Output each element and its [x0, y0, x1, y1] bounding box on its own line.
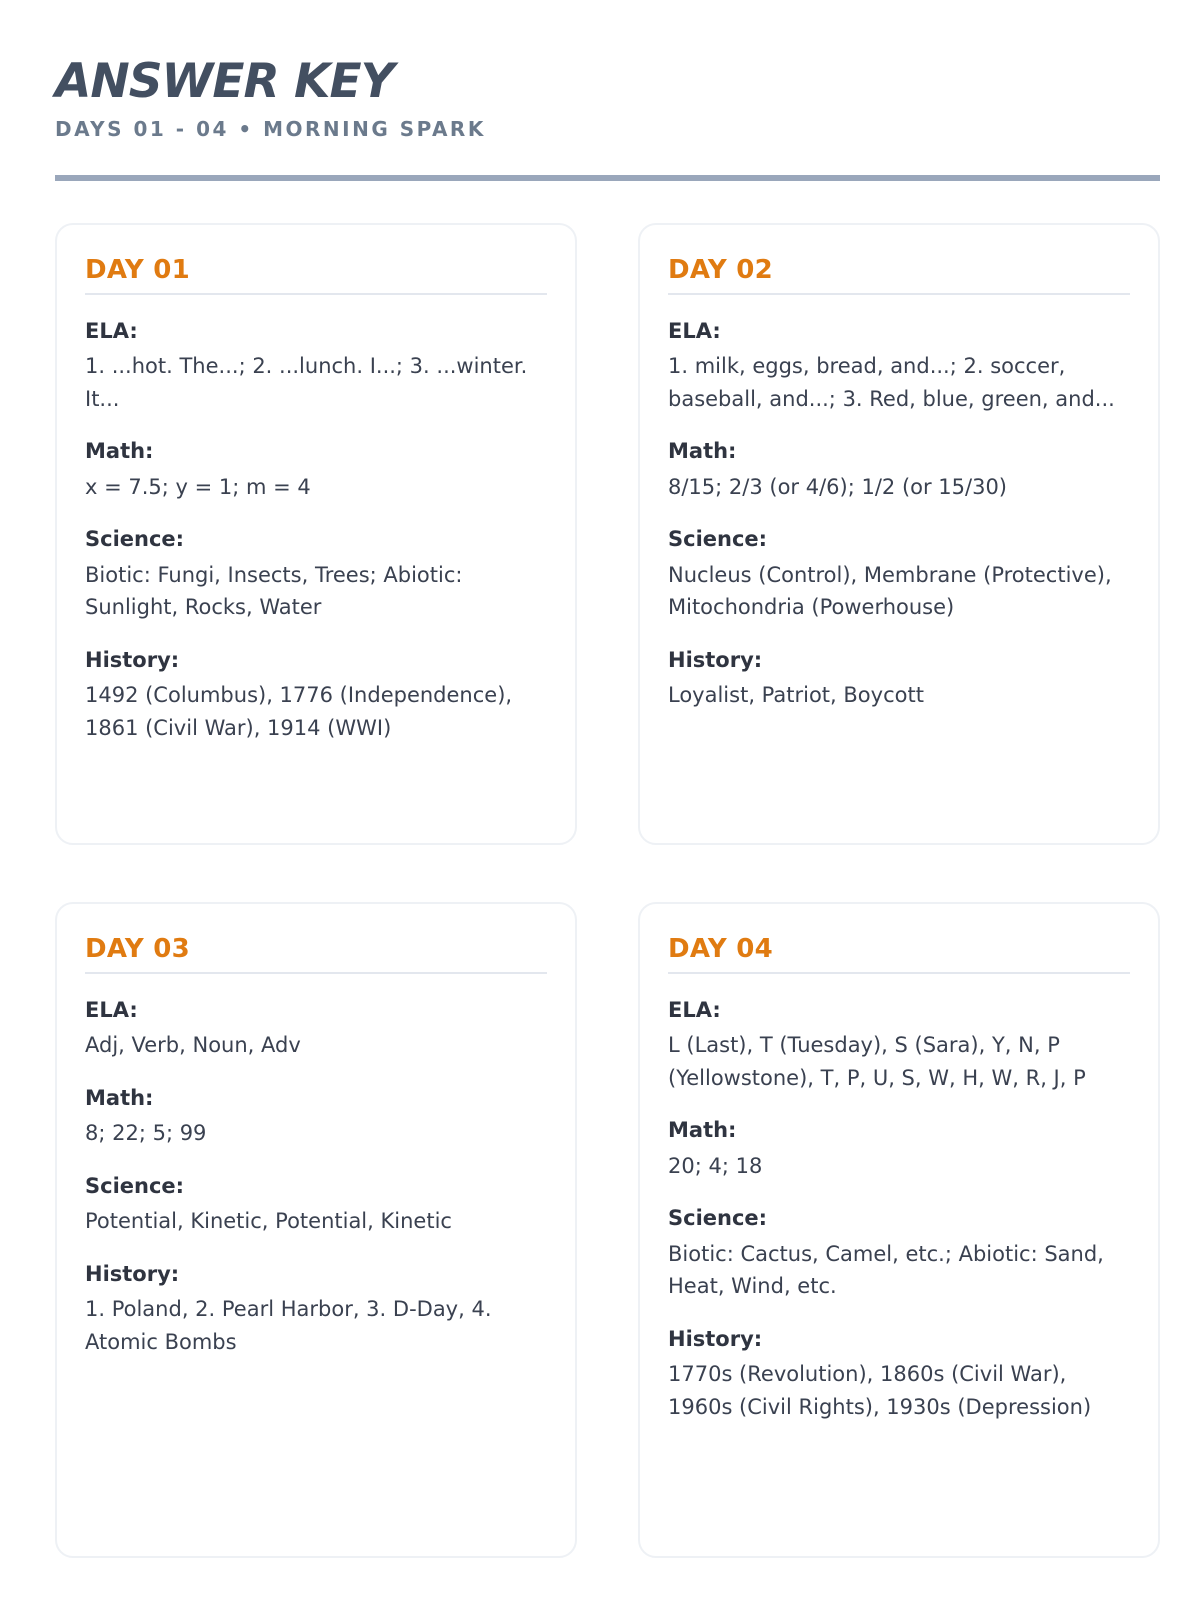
section-answer: L (Last), T (Tuesday), S (Sara), Y, N, P (Yellowstone), T, P, U, S, W, H, W, R, J, P	[668, 1033, 1086, 1090]
section-answer: Biotic: Fungi, Insects, Trees; Abiotic: Sunlight, Rocks, Water	[85, 562, 463, 620]
history-section	[668, 646, 1130, 712]
section-label: History:	[85, 1261, 180, 1286]
history-section	[85, 646, 547, 744]
day-card-01	[55, 223, 577, 845]
math-section	[668, 437, 1130, 503]
math-section	[85, 1084, 547, 1150]
day-card-03	[55, 902, 577, 1558]
science-section	[668, 1204, 1130, 1302]
section-answer: 1. ...hot. The...; 2. ...lunch. I...; 3. ...winter. It...	[85, 354, 528, 411]
header-divider	[55, 175, 1160, 181]
science-section	[85, 525, 547, 623]
section-label: Math:	[668, 1118, 737, 1143]
section-answer: 8/15; 2/3 (or 4/6); 1/2 (or 15/30)	[668, 474, 1008, 499]
section-answer: Loyalist, Patriot, Boycott	[668, 683, 924, 708]
science-section	[85, 1172, 547, 1238]
section-label: History:	[668, 647, 763, 672]
page-subtitle: DAYS 01 - 04 • MORNING SPARK	[55, 117, 486, 141]
day-title: DAY 01	[85, 255, 547, 295]
science-section	[668, 525, 1130, 623]
section-label: History:	[85, 647, 180, 672]
section-answer: 8; 22; 5; 99	[85, 1121, 207, 1146]
day-title: DAY 02	[668, 255, 1130, 295]
ela-section	[85, 996, 547, 1062]
history-section	[85, 1260, 547, 1358]
section-answer: 1492 (Columbus), 1776 (Independence), 1861 (Civil War), 1914 (WWI)	[85, 683, 513, 740]
ela-section	[668, 996, 1130, 1094]
section-label: ELA:	[668, 998, 721, 1022]
section-label: Math:	[85, 1085, 154, 1110]
day-title: DAY 04	[668, 934, 1130, 974]
section-answer: Adj, Verb, Noun, Adv	[85, 1033, 301, 1058]
day-card-04	[638, 902, 1160, 1558]
section-answer: Potential, Kinetic, Potential, Kinetic	[85, 1209, 452, 1234]
section-answer: Nucleus (Control), Membrane (Protective), Mitochondria (Powerhouse)	[668, 562, 1112, 620]
section-answer: 20; 4; 18	[668, 1153, 763, 1178]
section-label: History:	[668, 1326, 763, 1351]
math-section	[668, 1116, 1130, 1182]
section-answer: 1. Poland, 2. Pearl Harbor, 3. D-Day, 4. Atomic Bombs	[85, 1297, 492, 1354]
ela-section	[668, 317, 1130, 415]
section-label: Science:	[85, 1173, 185, 1198]
day-title: DAY 03	[85, 934, 547, 974]
section-answer: x = 7.5; y = 1; m = 4	[85, 474, 311, 499]
section-label: Science:	[668, 1206, 768, 1231]
day-card-02	[638, 223, 1160, 845]
days-grid	[55, 223, 1160, 1558]
section-label: Math:	[85, 439, 154, 464]
page-header	[55, 54, 1160, 141]
ela-section	[85, 317, 547, 415]
section-answer: 1. milk, eggs, bread, and...; 2. soccer, baseball, and...; 3. Red, blue, green, and...	[668, 354, 1115, 411]
section-label: ELA:	[85, 319, 138, 343]
section-answer: 1770s (Revolution), 1860s (Civil War), 1960s (Civil Rights), 1930s (Depression)	[668, 1362, 1092, 1419]
section-label: ELA:	[668, 319, 721, 343]
section-answer: Biotic: Cactus, Camel, etc.; Abiotic: Sand, Heat, Wind, etc.	[668, 1241, 1104, 1299]
section-label: Science:	[85, 527, 185, 552]
section-label: Science:	[668, 527, 768, 552]
section-label: Math:	[668, 439, 737, 464]
section-label: ELA:	[85, 998, 138, 1022]
history-section	[668, 1325, 1130, 1423]
page-title: ANSWER KEY	[55, 54, 394, 109]
math-section	[85, 437, 547, 503]
